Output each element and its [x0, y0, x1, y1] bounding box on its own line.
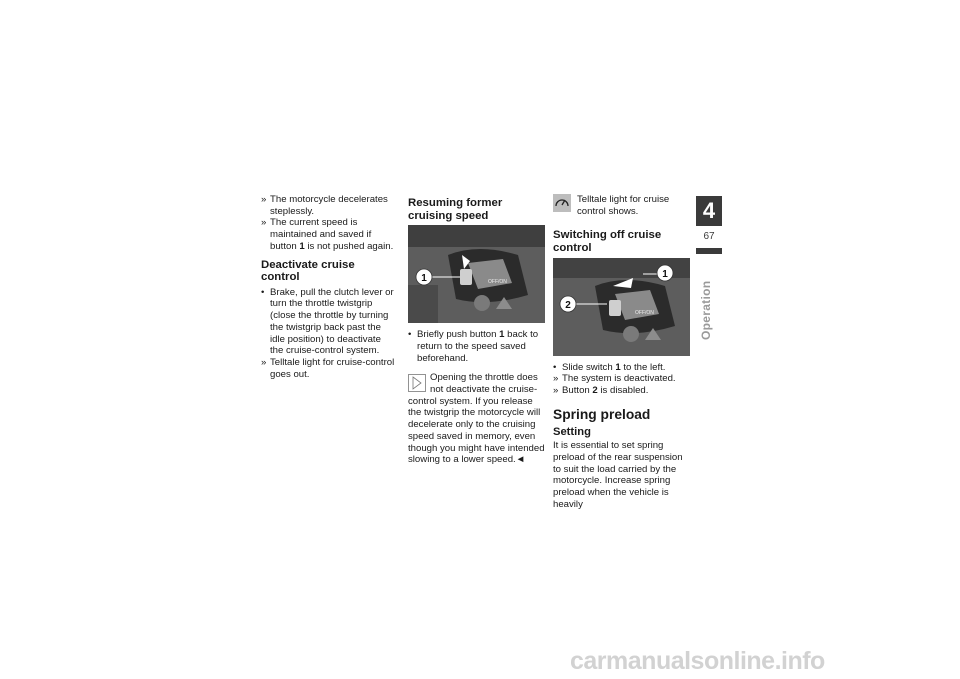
switch-label: OFF/ON [635, 309, 654, 316]
telltale-note [553, 194, 692, 217]
note-block [408, 372, 546, 466]
list-marker: » [261, 217, 267, 229]
list-text: Button [562, 385, 593, 396]
chapter-tab [696, 196, 722, 254]
button-ref: 1 [615, 361, 621, 373]
page-number: 67 [696, 226, 722, 248]
list-marker: » [553, 373, 559, 385]
list-item [261, 194, 395, 217]
subsection-heading: Setting [553, 425, 591, 438]
list-text: to the left. [620, 361, 666, 373]
list-marker: • [261, 286, 265, 298]
list-text: The system is deactivated. [562, 373, 676, 385]
section-heading: Resuming former cruising speed [408, 197, 503, 222]
switch-label: OFF/ON [488, 279, 507, 286]
chapter-heading: Spring preload [553, 406, 651, 422]
section-heading: Deactivate cruise control [261, 258, 355, 284]
handlebar-photo [553, 258, 690, 356]
note-text: Opening the throttle does not deactivate the cruise-control system. If you release the twistgrip the motorcycle will decelerate only to the cruising speed saved in memory, even though you might have intended slowing to a lower speed. [408, 372, 545, 466]
callout-1: 1 [662, 268, 668, 280]
list-text: Briefly push button [417, 329, 500, 341]
callout-1: 1 [421, 273, 427, 285]
list-item [553, 385, 692, 397]
body-text: It is essential to set spring preload of the rear suspension to suit the load carried by the motorcycle. Increase spring preload when the vehicle is heavily [553, 440, 683, 510]
list-text: is not pushed again. [304, 240, 394, 252]
list-marker: • [553, 361, 557, 373]
list-text: Slide switch [562, 361, 616, 373]
callout-2: 2 [565, 299, 571, 311]
column-left [261, 194, 395, 380]
watermark: carmanualsonline.info [570, 647, 825, 675]
list-item [553, 362, 692, 374]
end-mark: ◄ [515, 454, 526, 466]
note-icon [408, 374, 426, 392]
telltale-text: Telltale light for cruise control shows. [577, 194, 670, 217]
list-marker: • [408, 329, 412, 341]
list-text: back to return to the speed saved beforehand. [417, 329, 539, 364]
list-item [408, 329, 546, 364]
list-item [261, 357, 395, 380]
list-text: Telltale light for cruise-control goes out. [270, 356, 395, 380]
button-ref: 1 [499, 329, 505, 341]
chapter-label: Operation [699, 280, 713, 340]
button-ref: 2 [592, 385, 598, 396]
list-text: Brake, pull the clutch lever or turn the throttle twistgrip (close the throttle by turning the twistgrip back past the idle position) to deactivate the cruise-control system. [270, 286, 394, 357]
section-heading: Switching off cruise control [553, 229, 662, 254]
list-item [261, 287, 395, 357]
list-item [553, 373, 692, 385]
list-text: The current speed is maintained and saved if button [270, 217, 372, 252]
list-marker: » [261, 356, 267, 368]
cruise-control-telltale-icon [553, 194, 571, 212]
list-marker: » [261, 194, 267, 205]
handlebar-photo [408, 225, 545, 323]
list-text: The motorcycle decelerates steplessly. [270, 194, 388, 217]
column-right [553, 194, 692, 510]
handlebar-switch-illustration [553, 258, 690, 356]
handlebar-switch-illustration [408, 225, 545, 323]
list-marker: » [553, 385, 559, 396]
list-item [261, 217, 395, 252]
chapter-number: 4 [702, 198, 716, 223]
list-text: is disabled. [597, 385, 649, 396]
button-ref: 1 [299, 240, 305, 252]
column-middle [408, 194, 546, 466]
